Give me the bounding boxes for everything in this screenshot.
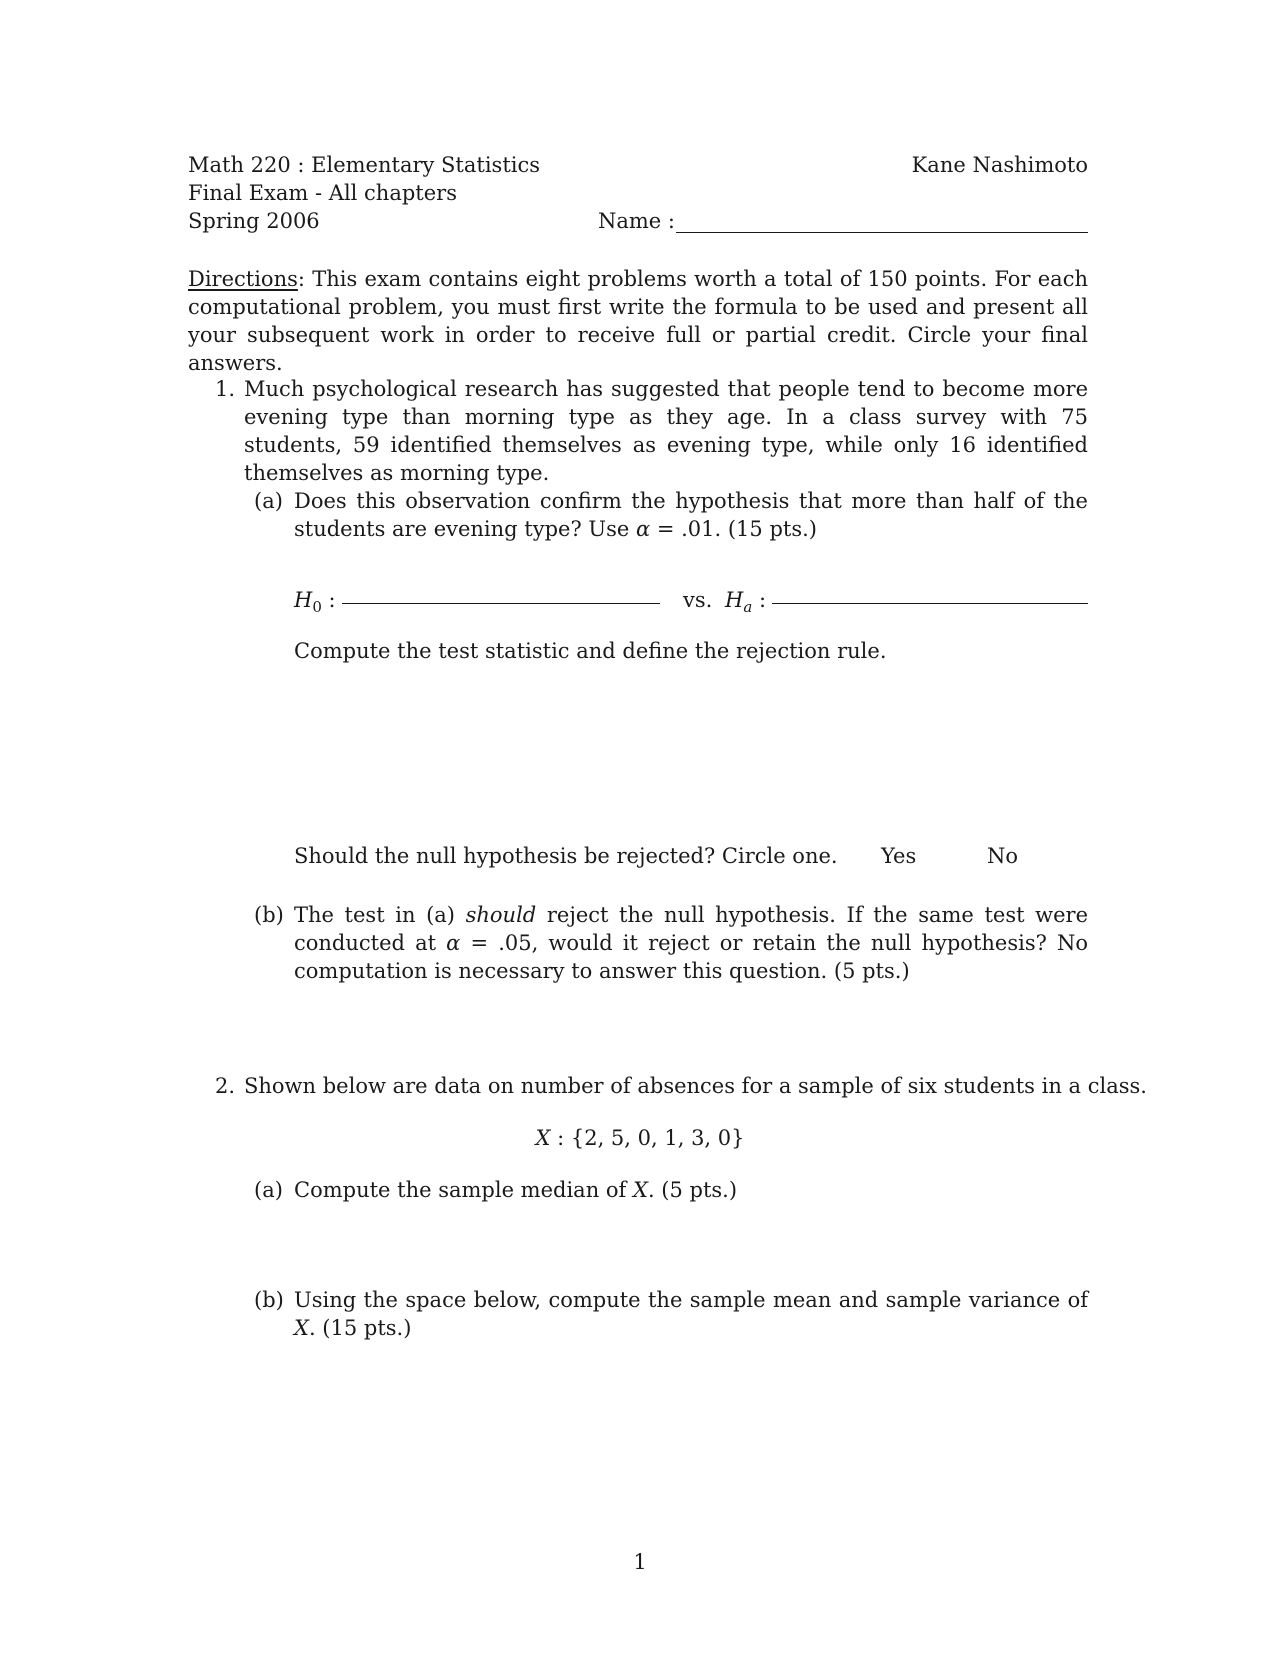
data-variable: X (535, 1126, 551, 1150)
problem-1b-label: (b) (254, 903, 284, 927)
alpha-symbol-b: α (446, 931, 461, 955)
problem-1b-text-2: reject the null hypothesis. If the same test were conducted at (294, 903, 1089, 955)
yes-option: Yes (881, 844, 917, 868)
data-values: : {2, 5, 0, 1, 3, 0} (550, 1126, 745, 1150)
h0-label (294, 586, 336, 621)
h0-answer-line (342, 603, 660, 604)
problem-2a-text-1: Compute the sample median of (294, 1178, 633, 1202)
problem-2-number: 2. (215, 1074, 236, 1098)
exam-term: Spring 2006 (188, 209, 320, 233)
problem-1-text: Much psychological research has suggested that people tend to become more evening type than morning type as they age. In a class survey with 75 students, 59 identified themselves as evening type, while only 16 identified themselves as morning type. (244, 377, 1088, 485)
name-label: Name : (598, 209, 675, 233)
compute-instruction: Compute the test statistic and define the rejection rule. (294, 639, 887, 663)
page-number: 1 (633, 1550, 647, 1574)
ha-symbol: H (725, 588, 744, 612)
ha-label (725, 586, 766, 621)
problem-2b-text (294, 1286, 1088, 1342)
problem-2a-label: (a) (254, 1178, 283, 1202)
data-set (0, 1124, 1280, 1152)
h0-subscript: 0 (312, 598, 322, 617)
problem-1b-emphasis: should (465, 903, 537, 927)
problem-1a-text (294, 487, 1088, 543)
h0-colon: : (321, 588, 336, 612)
reject-question: Should the null hypothesis be rejected? Circle one. (294, 844, 838, 868)
exam-title: Final Exam - All chapters (188, 181, 457, 205)
problem-1b-text-3: = .05, would it reject or retain the null hypothesis? No computation is necessary to answer this question. (5 pts.) (294, 931, 1089, 983)
ha-colon: : (752, 588, 767, 612)
problem-2b-label: (b) (254, 1288, 284, 1312)
course-title: Math 220 : Elementary Statistics (188, 153, 541, 177)
vs-label: vs. (683, 588, 713, 612)
ha-answer-line (772, 603, 1088, 604)
problem-2a-text (294, 1176, 737, 1204)
problem-1-number: 1. (215, 377, 236, 401)
problem-2a-variable: X (632, 1178, 648, 1202)
name-line (676, 232, 1088, 233)
problem-2b-variable: X (294, 1316, 309, 1340)
h0-symbol: H (294, 588, 313, 612)
ha-subscript: a (743, 598, 753, 617)
instructor-name: Kane Nashimoto (911, 153, 1088, 177)
problem-1b-text-1: The test in (a) (294, 903, 466, 927)
problem-1b-text (294, 901, 1088, 985)
problem-2b-text-2: . (15 pts.) (308, 1316, 412, 1340)
problem-2-text: Shown below are data on number of absences for a sample of six students in a class. (244, 1074, 1147, 1098)
problem-1a-label: (a) (254, 489, 283, 513)
directions (188, 265, 1088, 377)
directions-label: Directions (188, 267, 298, 291)
problem-1a-text-start: Does this observation confirm the hypothesis that more than half of the students are evening type? Use (294, 489, 1088, 541)
problem-1a-text-end: = .01. (15 pts.) (650, 517, 817, 541)
alpha-symbol: α (635, 517, 651, 541)
problem-2a-text-2: . (5 pts.) (647, 1178, 738, 1202)
problem-2b-text-1: Using the space below, compute the sample mean and sample variance of (294, 1288, 1088, 1312)
no-option: No (987, 844, 1019, 868)
directions-text: : This exam contains eight problems worth a total of 150 points. For each computational problem, you must first write the formula to be used and present all your subsequent work in order to receive full or partial credit. Circle your final answers. (188, 267, 1088, 375)
